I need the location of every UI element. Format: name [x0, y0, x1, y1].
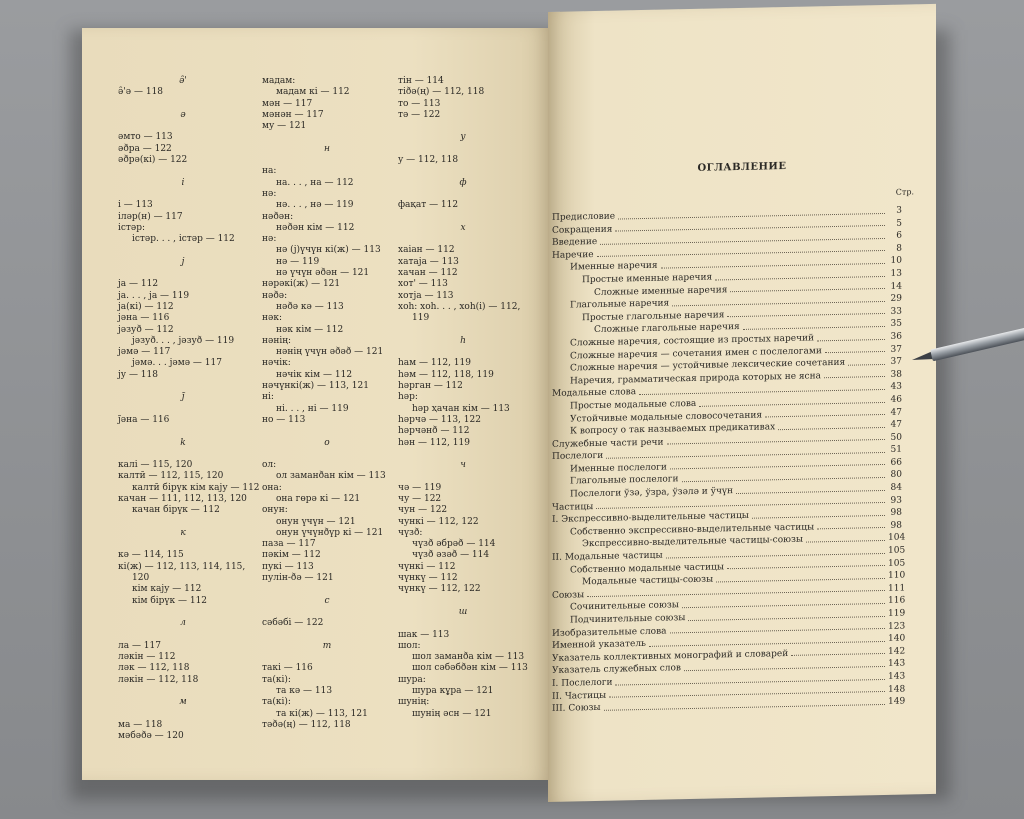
index-entry: һəм — 112, 118, 119 — [398, 369, 494, 380]
toc-entry-title: II. Частицы — [552, 690, 607, 702]
index-entry — [262, 426, 392, 437]
index-letter-heading: м — [179, 697, 187, 708]
toc-dot-leader — [730, 281, 885, 293]
toc-entry-page: 80 — [890, 470, 902, 481]
index-entry — [398, 618, 528, 629]
index-entry: онун үчүнðүр кі — 121 — [276, 527, 384, 538]
index-entry: кім кају — 112 — [132, 584, 202, 595]
index-letter-heading: һ — [460, 335, 466, 346]
index-entry: ла — 117 — [118, 640, 161, 651]
index-entry: шунің: — [398, 697, 430, 708]
index-entry: ні. . . , ні — 119 — [276, 403, 349, 414]
index-entry: нə (ј)үчүн кі(ж) — 113 — [276, 245, 381, 256]
index-entry: іләр(н) — 117 — [118, 211, 183, 222]
index-letter-heading: ф — [459, 177, 467, 188]
index-letter-heading: т — [322, 640, 332, 651]
toc-entry-page: 3 — [896, 205, 902, 216]
index-entry: чункі — 112, 122 — [398, 516, 479, 527]
index-entry: чун — 122 — [398, 505, 448, 516]
index-entry: нəчік кім — 112 — [276, 369, 353, 380]
index-letter-heading: ч — [460, 460, 466, 471]
index-entry — [398, 212, 528, 223]
toc-entry-page: 6 — [896, 230, 902, 241]
index-entry: калтӣ — 112, 115, 120 — [118, 471, 224, 482]
index-entry: она гөрə кі — 121 — [276, 493, 361, 504]
index-entry: һəрчə — 113, 122 — [398, 414, 481, 425]
index-entry — [262, 155, 392, 166]
toc-entry-title: Предисловие — [552, 211, 616, 223]
index-entry: чу — 122 — [398, 493, 442, 504]
index-entry: чүнкү — 112 — [398, 573, 458, 584]
toc-entry-title: Послелоги ўзə, ўзра, ўзəлə и ўчүн — [570, 486, 733, 500]
index-entry: ма — 118 — [118, 719, 163, 730]
index-entry — [398, 471, 528, 482]
index-entry: качан — 111, 112, 113, 120 — [118, 493, 247, 504]
toc-entry-title: Глагольные наречия — [570, 298, 670, 311]
index-entry: чүзð əзəð — 114 — [412, 550, 490, 561]
index-entry: калі — 115, 120 — [118, 460, 193, 471]
index-entry: паза — 117 — [262, 539, 316, 550]
toc-dot-leader — [848, 356, 885, 365]
index-column-1 — [118, 76, 260, 743]
toc-entry-page: 98 — [890, 507, 902, 519]
toc-list — [548, 204, 936, 716]
toc-entry-page: 33 — [890, 306, 902, 317]
index-entry — [262, 630, 392, 641]
index-entry: онун: — [262, 505, 288, 516]
index-entry — [398, 596, 528, 607]
toc-entry-title: Простые глагольные наречия — [582, 310, 725, 324]
toc-entry-page: 116 — [888, 595, 906, 607]
toc-entry-page: 98 — [890, 520, 902, 531]
index-letter-heading: о — [324, 437, 330, 448]
index-entry: лəкін — 112, 118 — [118, 674, 199, 685]
index-entry — [398, 121, 528, 132]
index-entry: чүзð əбрəð — 114 — [412, 539, 496, 550]
index-entry — [262, 652, 392, 663]
toc-entry-title: К вопросу о так называемых предикативах — [570, 422, 776, 437]
toc-entry-title: Именные послелоги — [570, 462, 667, 475]
toc-entry-page: 37 — [890, 344, 902, 355]
index-entry: качан бірүк — 112 — [132, 505, 220, 516]
index-entry: нəк кім — 112 — [276, 324, 344, 335]
index-entry — [398, 234, 528, 245]
index-entry: мəнəн — 117 — [262, 109, 324, 120]
index-entry: пəкім — 112 — [262, 550, 321, 561]
toc-entry-page: 29 — [890, 293, 902, 304]
toc-entry-page: 5 — [896, 218, 902, 229]
toc-dot-leader — [736, 482, 885, 494]
index-entry: шура: — [398, 674, 426, 685]
index-entry: јəмə — 117 — [118, 347, 171, 358]
index-letter-heading: і — [181, 177, 185, 188]
index-entry: істəр. . . , істəр — 112 — [132, 234, 235, 245]
index-entry: хот' — 113 — [398, 279, 448, 290]
index-entry: мадам: — [262, 76, 296, 86]
index-entry: шол заманða кім — 113 — [412, 652, 525, 663]
index-entry: хаіан — 112 — [398, 245, 455, 256]
toc-dot-leader — [806, 532, 885, 542]
toc-entry-title: I. Послелоги — [552, 677, 613, 689]
left-page-index — [82, 28, 552, 780]
index-letter-heading: ə — [180, 109, 186, 120]
toc-entry-title: Указатель служебных слов — [552, 663, 681, 677]
index-entry: та(кі): — [262, 674, 291, 685]
index-entry: нəнің үчүн əðəð — 121 — [276, 347, 384, 358]
index-entry: јəна — 116 — [118, 313, 170, 324]
index-entry: тіðə(ң) — 112, 118 — [398, 87, 485, 98]
index-entry: нəнің: — [262, 335, 292, 346]
toc-entry-page: 84 — [890, 482, 902, 493]
index-entry: 119 — [412, 313, 430, 324]
index-entry — [262, 132, 392, 143]
index-entry — [118, 607, 248, 618]
toc-dot-leader — [825, 343, 885, 353]
toc-entry-title: Подчинительные союзы — [570, 613, 686, 626]
toc-entry-page: 47 — [890, 407, 902, 418]
index-entry: шол сəбəбðəн кім — 113 — [412, 663, 528, 674]
index-entry: то — 113 — [398, 98, 441, 109]
toc-dot-leader — [817, 520, 885, 530]
toc-dot-leader — [752, 507, 885, 518]
index-entry: у — 112, 118 — [398, 155, 459, 166]
toc-entry-title: Сложные наречия, состоящие из простых наречий — [570, 333, 815, 349]
toc-entry-title: Собственно экспрессивно-выделительные частицы — [570, 522, 815, 538]
index-entry: калтӣ бірүк кім кају — 112 — [132, 482, 260, 493]
index-entry: нə — 119 — [276, 256, 320, 267]
toc-entry-title: Послелоги — [552, 451, 604, 463]
toc-entry-page: 111 — [888, 583, 906, 594]
toc-entry-page: 8 — [896, 243, 902, 254]
index-entry — [118, 121, 248, 132]
toc-entry-title: Устойчивые модальные словосочетания — [570, 410, 763, 425]
index-entry: һəн — 112, 119 — [398, 437, 470, 448]
toc-entry-title: Наречие — [552, 249, 594, 261]
toc-entry-page: 51 — [890, 444, 902, 456]
toc-entry-page: 119 — [888, 608, 906, 619]
toc-entry-title: Собственно модальные частицы — [570, 561, 724, 576]
index-entry: сəбəбі — 122 — [262, 618, 324, 629]
index-entry — [118, 686, 248, 697]
index-letter-heading: ш — [458, 606, 468, 617]
index-column-3 — [398, 76, 528, 720]
toc-entry-page: 36 — [890, 331, 902, 342]
index-entry: чүзð: — [398, 527, 423, 538]
index-entry: нə үчүн əðəн — 121 — [276, 268, 370, 279]
toc-entry-page: 46 — [890, 394, 902, 405]
index-entry: һəр ҳачан кім — 113 — [412, 403, 510, 414]
index-letter-heading: с — [324, 595, 330, 606]
index-entry: ə̑'ə — 118 — [118, 87, 164, 98]
index-entry: нə: — [262, 234, 277, 245]
index-entry — [398, 449, 528, 460]
index-entry: та(кі): — [262, 697, 291, 708]
toc-entry-page: 35 — [890, 318, 902, 330]
index-letter-heading: j — [181, 256, 185, 267]
index-entry: нəчүнкі(ж) — 113, 121 — [262, 381, 369, 392]
index-entry — [118, 268, 248, 279]
index-entry: нəк: — [262, 313, 282, 324]
index-entry: лəкін — 112 — [118, 652, 176, 663]
toc-entry-title: Модальные частицы-союзы — [582, 574, 714, 588]
index-entry: та кі(ж) — 113, 121 — [276, 708, 368, 719]
index-entry — [398, 144, 528, 155]
index-entry: такі — 116 — [262, 663, 313, 674]
index-letter-heading: н — [324, 143, 330, 154]
toc-dot-leader — [817, 331, 885, 341]
toc-entry-title: Сокращения — [552, 224, 613, 236]
index-entry: пукі — 113 — [262, 561, 314, 572]
index-entry: лəк — 112, 118 — [118, 663, 190, 674]
toc-entry-title: Простые модальные слова — [570, 398, 697, 412]
index-entry: ȷ̃əна — 116 — [118, 414, 170, 425]
toc-page-column-label: Стр. — [895, 187, 914, 197]
index-entry: тə — 122 — [398, 109, 441, 120]
index-entry: тін — 114 — [398, 76, 444, 86]
toc-entry-title: Экспрессивно-выделительные частицы-союзы — [582, 535, 804, 550]
index-entry: нəðəн кім — 112 — [276, 222, 355, 233]
toc-entry-page: 105 — [888, 558, 906, 569]
index-entry — [118, 517, 248, 528]
toc-entry-page: 140 — [888, 633, 906, 645]
index-letter-heading: к — [180, 527, 186, 538]
index-entry — [118, 404, 248, 415]
index-entry: ја. . . , ја — 119 — [118, 290, 190, 301]
index-letter-heading: ə̑' — [179, 76, 187, 86]
index-entry: фақат — 112 — [398, 200, 459, 211]
index-entry: нəчік: — [262, 358, 291, 369]
toc-title: ОГЛАВЛЕНИЕ — [697, 161, 787, 174]
index-entry — [118, 99, 248, 110]
toc-entry-title: Глагольные послелоги — [570, 474, 679, 488]
index-entry: і — 113 — [118, 200, 153, 211]
index-entry — [118, 449, 248, 460]
index-entry — [262, 449, 392, 460]
toc-entry-title: Сложные наречия — сочетания имен с послелогами — [570, 345, 822, 362]
index-entry: чə — 119 — [398, 482, 442, 493]
toc-dot-leader — [765, 406, 885, 417]
toc-entry-page: 104 — [888, 532, 906, 544]
toc-entry-title: Сложные именные наречия — [594, 284, 728, 298]
index-letter-heading: л — [180, 618, 186, 629]
index-entry: чүнкү — 112, 122 — [398, 584, 481, 595]
toc-entry-title: Союзы — [552, 590, 585, 601]
toc-entry-page: 143 — [888, 658, 906, 670]
index-entry: ол заманðан кім — 113 — [276, 471, 386, 482]
toc-entry-page: 66 — [890, 457, 902, 468]
toc-entry-title: Сочинительные союзы — [570, 600, 679, 613]
index-entry: ні: — [262, 392, 274, 403]
index-entry: ја — 112 — [118, 279, 159, 290]
toc-entry-title: I. Экспрессивно-выделительные частицы — [552, 511, 749, 526]
toc-entry-title: Сложные глагольные наречия — [594, 322, 740, 336]
toc-entry-title: III. Союзы — [552, 703, 601, 715]
index-entry: əðрə(кі) — 122 — [118, 155, 188, 166]
index-entry: нə. . . , нə — 119 — [276, 200, 354, 211]
toc-dot-leader — [824, 369, 885, 379]
toc-entry-page: 143 — [888, 671, 906, 682]
index-entry — [118, 166, 248, 177]
index-entry: шунің əсн — 121 — [412, 708, 492, 719]
index-entry: хатаја — 113 — [398, 256, 459, 267]
index-entry: пулін-ðə — 121 — [262, 573, 334, 584]
toc-entry-page: 123 — [888, 621, 906, 632]
toc-entry-page: 37 — [890, 356, 902, 367]
toc-entry-title: II. Модальные частицы — [552, 550, 663, 563]
toc-entry-title: Указатель коллективных монографий и словарей — [552, 648, 789, 664]
toc-entry-page: 13 — [890, 268, 902, 279]
toc-entry-page: 43 — [890, 381, 902, 393]
index-entry: на: — [262, 166, 277, 177]
index-entry: на. . . , на — 112 — [276, 177, 354, 188]
index-entry: істəр: — [118, 222, 146, 233]
index-entry — [118, 630, 248, 641]
index-entry: тəðə(ң) — 112, 118 — [262, 719, 351, 730]
index-entry: мəн — 117 — [262, 98, 313, 109]
index-entry — [118, 426, 248, 437]
index-letter-heading: х — [460, 222, 466, 233]
index-entry: кі(ж) — 112, 113, 114, 115, — [118, 561, 246, 572]
index-entry: кім бірүк — 112 — [132, 595, 208, 606]
index-entry: онун үчүн — 121 — [276, 516, 356, 527]
toc-entry-page: 38 — [890, 369, 902, 380]
index-entry: əмто — 113 — [118, 132, 173, 143]
index-entry: мадам кі — 112 — [276, 87, 350, 98]
index-entry: му — 121 — [262, 121, 307, 132]
index-entry: шак — 113 — [398, 629, 450, 640]
toc-entry-title: Изобразительные слова — [552, 626, 667, 639]
index-entry: нəðə кə — 113 — [276, 301, 344, 312]
index-entry: шол: — [398, 640, 421, 651]
toc-entry-title: Служебные части речи — [552, 437, 664, 450]
index-entry: нəрəкі(ж) — 121 — [262, 279, 341, 290]
index-entry: ол: — [262, 460, 277, 471]
index-entry: һам — 112, 119 — [398, 358, 471, 369]
toc-entry-title: Сложные наречия — устойчивые лексические сочетания — [570, 357, 846, 374]
index-entry: һəрчəнð — 112 — [398, 426, 470, 437]
toc-entry-page: 148 — [888, 684, 906, 695]
index-entry: кə — 114, 115 — [118, 550, 184, 561]
index-entry: та кə — 113 — [276, 686, 333, 697]
toc-dot-leader — [791, 646, 885, 657]
toc-entry-title: Именные наречия — [570, 261, 658, 273]
toc-entry-page: 142 — [888, 646, 906, 657]
toc-entry-page: 149 — [888, 696, 906, 708]
index-entry: нəðəн: — [262, 211, 294, 222]
index-entry: јəзуð. . . , јəзуð — 119 — [132, 335, 235, 346]
index-entry — [398, 347, 528, 358]
index-entry — [262, 584, 392, 595]
index-entry: шура кұра — 121 — [412, 686, 494, 697]
index-entry: һəр: — [398, 392, 418, 403]
index-entry: мəбəðə — 120 — [118, 731, 184, 742]
index-entry: 120 — [132, 573, 150, 584]
index-entry: һəрган — 112 — [398, 381, 463, 392]
toc-entry-title: Наречия, грамматическая природа которых не ясна — [570, 371, 821, 387]
index-entry: хоһ: хоһ. . . , хоһ(і) — 112, — [398, 301, 521, 312]
index-entry: хачан — 112 — [398, 268, 458, 279]
toc-entry-page: 10 — [890, 255, 902, 267]
toc-entry-title: Простые именные наречия — [582, 272, 713, 286]
toc-entry-page: 14 — [890, 281, 902, 292]
index-entry: но — 113 — [262, 414, 306, 425]
toc-entry-title: Введение — [552, 237, 598, 249]
index-entry: ју — 118 — [118, 369, 158, 380]
toc-entry-title: Частицы — [552, 501, 594, 513]
index-entry: əðра — 122 — [118, 143, 172, 154]
toc-dot-leader — [618, 205, 885, 219]
index-entry: чүнкі — 112 — [398, 561, 456, 572]
index-entry — [118, 245, 248, 256]
index-entry: јəмə. . . јəмə — 117 — [132, 358, 222, 369]
toc-dot-leader — [778, 419, 885, 430]
index-entry: хотја — 113 — [398, 290, 454, 301]
index-entry — [118, 189, 248, 200]
index-entry: нə: — [262, 188, 277, 199]
toc-entry-page: 47 — [890, 419, 902, 430]
toc-entry-page: 110 — [888, 570, 906, 582]
index-entry: она: — [262, 482, 282, 493]
index-entry: нəðə: — [262, 290, 288, 301]
index-entry — [118, 709, 248, 720]
toc-entry-title: Именной указатель — [552, 639, 646, 652]
index-entry — [398, 166, 528, 177]
toc-entry-title: Модальные слова — [552, 387, 637, 400]
toc-entry-page: 93 — [890, 495, 902, 506]
toc-dot-leader — [743, 318, 885, 330]
index-letter-heading: k — [180, 437, 186, 448]
right-page-contents — [548, 4, 936, 802]
toc-entry-page: 105 — [888, 545, 906, 556]
index-entry — [118, 539, 248, 550]
index-entry — [118, 381, 248, 392]
index-column-2 — [262, 76, 392, 731]
index-entry: јəзуð — 112 — [118, 324, 174, 335]
index-entry: ја(кі) — 112 — [118, 301, 174, 312]
index-letter-heading: у — [460, 132, 466, 143]
index-entry — [262, 607, 392, 618]
index-entry — [398, 325, 528, 336]
toc-entry-page: 50 — [890, 432, 902, 443]
index-entry — [398, 189, 528, 200]
index-letter-heading: ȷ̃ — [181, 392, 185, 403]
